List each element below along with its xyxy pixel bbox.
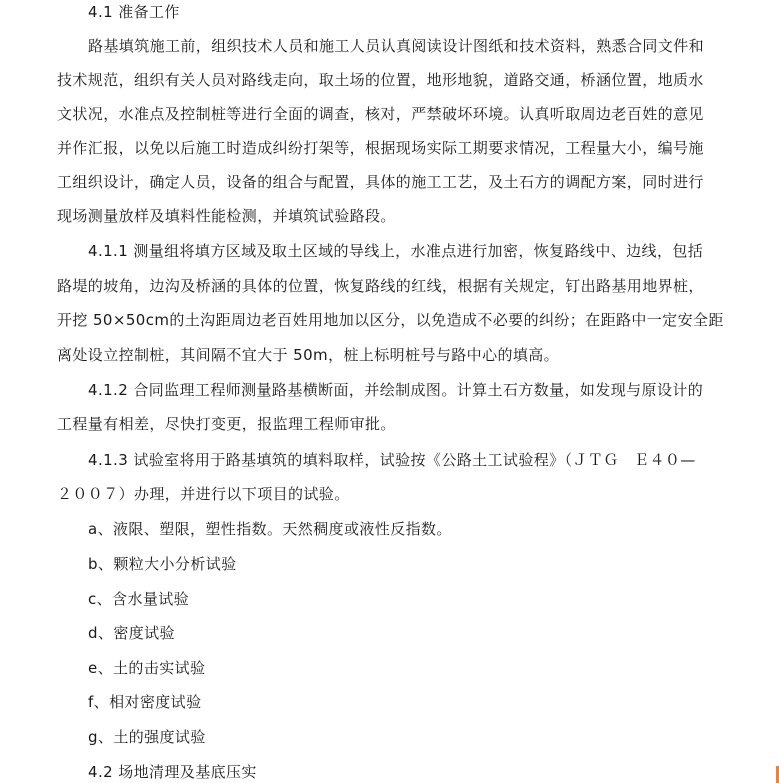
list-item: g、土的强度试验 xyxy=(88,728,206,746)
list-item: c、含水量试验 xyxy=(88,590,190,608)
subsection-4-1-1: 4.1.1 测量组将填方区域及取土区域的导线上，水准点进行加密，恢复路线中、边线，包括 xyxy=(88,242,704,260)
section-heading-4-2: 4.2 场地清理及基底压实 xyxy=(88,763,257,781)
paragraph-line: 工组织设计，确定人员，设备的组合与配置，具体的施工工艺，及土石方的调配方案，同时进行 xyxy=(57,173,704,191)
list-item: d、密度试验 xyxy=(88,624,175,642)
paragraph-line: 并作汇报，以免以后施工时造成纠纷打架等，根据现场实际工期要求情况，工程量大小，编号施 xyxy=(57,139,704,157)
paragraph-line: 路堤的坡角，边沟及桥涵的具体的位置，恢复路线的红线，根据有关规定，钉出路基用地界桩， xyxy=(57,277,704,295)
paragraph-line: 开挖 50×50cm的土沟距周边老百姓用地加以区分，以免造成不必要的纠纷；在距路中一定安全距 xyxy=(57,311,724,329)
list-item: f、相对密度试验 xyxy=(88,693,202,711)
list-item: e、土的击实试验 xyxy=(88,659,206,677)
paragraph-line: ２００７）办理，并进行以下项目的试验。 xyxy=(57,485,350,503)
paragraph-line: 路基填筑施工前，组织技术人员和施工人员认真阅读设计图纸和技术资料，熟悉合同文件和 xyxy=(88,37,705,55)
paragraph-line: 离处设立控制桩，其间隔不宜大于 50m，桩上标明桩号与路中心的填高。 xyxy=(57,346,560,364)
paragraph-line: 工程量有相差，尽快打变更，报监理工程师审批。 xyxy=(57,415,396,433)
paragraph-line: 现场测量放样及填料性能检测，并填筑试验路段。 xyxy=(57,207,396,225)
paragraph-line: 文状况，水准点及控制桩等进行全面的调查，核对，严禁破坏环境。认真听取周边老百姓的意见 xyxy=(57,105,704,123)
list-item: b、颗粒大小分析试验 xyxy=(88,555,237,573)
paragraph-line: 技术规范，组织有关人员对路线走向，取土场的位置，地形地貌，道路交通，桥涵位置，地质水 xyxy=(57,71,704,89)
section-heading-4-1: 4.1 准备工作 xyxy=(88,3,180,21)
subsection-4-1-2: 4.1.2 合同监理工程师测量路基横断面，并绘制成图。计算土石方数量，如发现与原设计的 xyxy=(88,381,704,399)
subsection-4-1-3: 4.1.3 试验室将用于路基填筑的填料取样，试验按《公路土工试验程》（ＪＴＧ Ｅ４０— xyxy=(88,451,696,469)
list-item: a、液限、塑限，塑性指数。天然稠度或液性反指数。 xyxy=(88,520,452,538)
